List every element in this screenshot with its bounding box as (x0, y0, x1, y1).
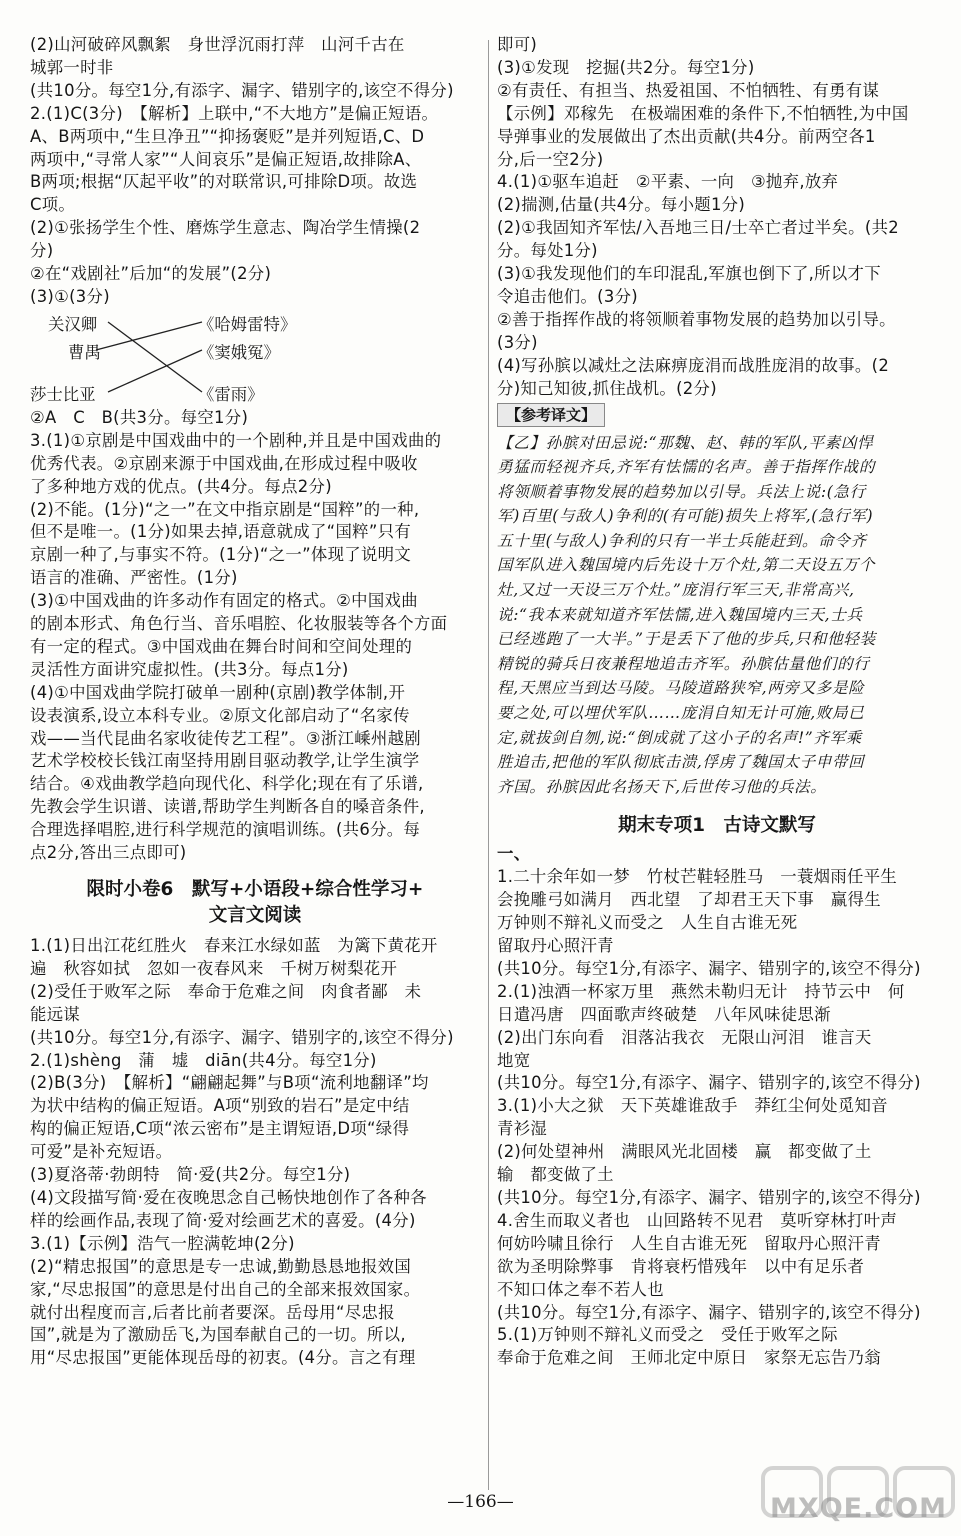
answer-line: 就付出程度而言,后者比前者要深。岳母用“尽忠报 (30, 1302, 395, 1322)
reference-translation-text (497, 431, 937, 800)
answer-line: 两项中,“寻常人家”“人间哀乐”是偏正短语,故排除A、 (30, 149, 422, 169)
answer-line: 灵活性方面讲究虚拟性。(共3分。每点1分) (30, 659, 349, 679)
answer-line: 4.(1)①驱车追赶 ②平素、一向 ③抛弃,放弃 (497, 172, 839, 192)
section-heading: 期末专项1 古诗文默写 (618, 815, 816, 837)
answer-line: 令追击他们。(3分) (497, 286, 638, 306)
translation-line: 【乙】孙膑对田忌说:“那魏、赵、韩的军队,平素凶悍 (497, 433, 874, 452)
answer-line: 可爱”是补充短语。 (30, 1142, 173, 1162)
answer-line: (共10分。每空1分,有添字、漏字、错别字的,该空不得分) (30, 1027, 454, 1047)
match-work: 《窦娥冤》 (198, 342, 280, 362)
poem-line: 留取丹心照汗青 (497, 936, 614, 956)
translation-line: 齐国。孙膑因此名扬天下,后世传习他的兵法。 (497, 777, 827, 796)
answer-line: (共10分。每空1分,有添字、漏字、错别字的,该空不得分) (30, 80, 454, 100)
answer-line: 城郭一时非 (30, 57, 114, 77)
answer-line: 有一定的程式。③中国戏曲在舞台时间和空间处理的 (30, 636, 413, 656)
answer-line: (2)山河破碎风飘絮 身世浮沉雨打萍 山河千古在 (30, 35, 405, 54)
poem-line: 不知口体之奉不若人也 (497, 1279, 664, 1299)
translation-line: 军)百里(与敌人)争利的(有可能)损失上将军,(急行军) (497, 507, 874, 526)
answer-line: (3)①发现 挖掘(共2分。每空1分) (497, 57, 755, 77)
right-column (497, 34, 937, 1370)
answer-line: 艺术学校校长钱江南坚持用剧目驱动教学,让学生演学 (30, 751, 420, 771)
answer-line: (3)①(3分) (30, 286, 110, 306)
answer-line: 合理选择唱腔,进行科学规范的演唱训练。(共6分。每 (30, 820, 421, 840)
poem-line: (共10分。每空1分,有添字、漏字、错别字的,该空不得分) (497, 958, 921, 978)
translation-line: 程,天黑应当到达马陵。马陵道路狭窄,两旁又多是险 (497, 679, 865, 698)
author-work-matching (30, 309, 480, 407)
answer-line: 但不是唯一。(1分)如果去掉,语意就成了“国粹”只有 (30, 522, 412, 542)
quiz-heading-line2: 文言文阅读 (208, 905, 302, 926)
answer-line: 国”,就是为了激励岳飞,为国奉献自己的一切。所以, (30, 1325, 406, 1345)
poem-line: (共10分。每空1分,有添字、漏字、错别字的,该空不得分) (497, 1073, 921, 1093)
poem-line: (2)何处望神州 满眼风光北固楼 赢 都变做了土 (497, 1142, 872, 1162)
poem-line: 2.(1)浊酒一杯家万里 燕然未勒归无计 持节云中 何 (497, 981, 905, 1001)
poem-line: 会挽雕弓如满月 西北望 了却君王天下事 赢得生 (497, 890, 881, 910)
answer-line: (2)①我固知齐军怯/入吾地三日/士卒亡者过半矣。(共2 (497, 218, 899, 238)
poem-line: 1.二十余年如一梦 竹杖芒鞋轻胜马 一蓑烟雨任平生 (497, 867, 898, 887)
answer-line: (4)写孙膑以减灶之法麻痹庞涓而战胜庞涓的故事。(2 (497, 355, 890, 375)
answer-line: 2.(1)shèng 蒲 墟 diān(共4分。每空1分) (30, 1050, 377, 1070)
poem-line: (共10分。每空1分,有添字、漏字、错别字的,该空不得分) (497, 1302, 921, 1322)
left-column (30, 34, 480, 1370)
answer-line: ②有责任、有担当、热爱祖国、不怕牺牲、有勇有谋 (497, 80, 880, 100)
answer-line: 导弹事业的发展做出了杰出贡献(共4分。前两空各1 (497, 126, 876, 146)
answer-line: 语言的准确、严密性。(1分) (30, 568, 238, 588)
answer-line: A、B两项中,“生旦净丑”“抑扬褒贬”是并列短语,C、D (30, 126, 425, 146)
answer-line: 即可) (497, 35, 538, 54)
answer-line: (2)不能。(1分)“之一”在文中指京剧是“国粹”的一种, (30, 499, 420, 519)
part-label: 一、 (497, 844, 531, 864)
translation-line: 国军队进入魏国境内后先设十万个灶,第二天设五万个 (497, 556, 876, 575)
answer-line: 分)知己知彼,抓住战机。(2分) (497, 378, 717, 398)
page-number: —166— (447, 1492, 514, 1512)
translation-line: 定,就拔剑自刎,说:“倒成就了这小子的名声!”齐军乘 (497, 728, 862, 747)
answer-line: 遍 秋容如拭 忽如一夜春风来 千树万树梨花开 (30, 958, 398, 978)
answer-line: B两项;根据“仄起平收”的对联常识,可排除D项。故选 (30, 172, 418, 192)
poem-line: 地宽 (497, 1050, 531, 1070)
answer-line: 分。每处1分) (497, 241, 598, 261)
answer-line: ②在“戏剧社”后加“的发展”(2分) (30, 264, 272, 284)
answer-line: (2)B(3分) 【解析】“翩翩起舞”与B项“流利地翻译”均 (30, 1073, 429, 1093)
answer-line: 戏——当代昆曲名家收徒传艺工程”。③浙江嵊州越剧 (30, 728, 421, 748)
answers-top-block (30, 34, 480, 309)
poem-line: (2)出门东向看 泪落沾我衣 无限山河泪 谁言天 (497, 1027, 872, 1047)
match-author: 莎士比亚 (30, 384, 96, 404)
answer-line: 能远谋 (30, 1004, 81, 1024)
answer-line: (4)文段描写简·爱在夜晚思念自己畅快地创作了各种各 (30, 1187, 427, 1207)
match-work: 《雷雨》 (198, 384, 264, 404)
poem-line: 何妨吟啸且徐行 人生自古谁无死 留取丹心照汗青 (497, 1233, 881, 1253)
answer-line: 京剧一种了,与事实不符。(1分)“之一”体现了说明文 (30, 545, 412, 565)
answer-line: (3)①中国戏曲的许多动作有固定的格式。②中国戏曲 (30, 591, 418, 611)
answer-line: 点2分,答出三点即可) (30, 843, 187, 863)
answer-line: 2.(1)C(3分) 【解析】上联中,“不大地方”是偏正短语。 (30, 103, 439, 123)
answer-line: 1.(1)日出江花红胜火 春来江水绿如蓝 为篱下黄花开 (30, 936, 438, 955)
quiz-heading: 限时小卷6 默写+小语段+综合性学习+ (86, 879, 424, 900)
answer-line: 优秀代表。②京剧来源于中国戏曲,在形成过程中吸收 (30, 453, 418, 473)
answer-line: 3.(1)【示例】浩气一腔满乾坤(2分) (30, 1233, 295, 1253)
answer-line: 的剧本形式、角色行当、音乐唱腔、化妆服装等各个方面 (30, 614, 448, 634)
translation-line: 五十里(与敌人)争利的只有一半士兵能赶到。命令齐 (497, 531, 867, 550)
answer-line: 结合。④戏曲教学趋向现代化、科学化;现在有了乐谱, (30, 774, 424, 794)
reference-translation-label: 【参考译文】 (497, 403, 605, 427)
answer-line: ②A C B(共3分。每空1分) (30, 407, 249, 427)
answer-line: 分) (30, 241, 54, 261)
answer-line: ②善于指挥作战的将领顺着事物发展的趋势加以引导。 (497, 309, 896, 329)
translation-line: 灶,又过一天设三万个灶。”庞涓行军三天,非常高兴, (497, 581, 855, 600)
answer-line: (2)揣测,估量(共4分。每小题1分) (497, 195, 746, 215)
poem-line: 欲为圣明除弊事 肯将衰朽惜残年 以中有足乐者 (497, 1256, 865, 1276)
poem-answers-block (497, 866, 937, 1370)
answer-line: (3)夏洛蒂·勃朗特 简·爱(共2分。每空1分) (30, 1165, 351, 1185)
translation-line: 精锐的骑兵日夜兼程地追击齐军。孙膑估量他们的行 (497, 654, 870, 673)
answer-line: 3.(1)①京剧是中国戏曲中的一个剧种,并且是中国戏曲的 (30, 430, 442, 450)
column-divider (488, 40, 489, 1490)
translation-line: 胜追击,把他的军队彻底击溃,俘虏了魏国太子申带回 (497, 753, 865, 772)
answer-line: 先教会学生识谱、读谱,帮助学生判断各自的嗓音条件, (30, 797, 425, 817)
answer-line: (3)①我发现他们的车印混乱,军旗也倒下了,所以才下 (497, 264, 881, 284)
poem-line: 奉命于危难之间 王师北定中原日 家祭无忘告乃翁 (497, 1348, 881, 1368)
answer-line: (4)①中国戏曲学院打破单一剧种(京剧)教学体制,开 (30, 682, 406, 702)
translation-line: 将领顺着事物发展的趋势加以引导。兵法上说:(急行 (497, 482, 866, 501)
answer-line: 构的偏正短语,C项“浓云密布”是主谓短语,D项“绿得 (30, 1119, 410, 1139)
answer-line: 样的绘画作品,表现了简·爱对绘画艺术的喜爱。(4分) (30, 1210, 416, 1230)
match-author: 关汉卿 (48, 314, 98, 334)
match-author: 曹禺 (68, 342, 101, 362)
watermark-text: MXQE.COM (770, 1493, 947, 1524)
poem-line: 3.(1)小大之狱 天下英雄谁敌手 莽红尘何处觅知音 (497, 1096, 888, 1116)
translation-line: 要之处,可以埋伏军队……庞涓自知无计可施,败局已 (497, 704, 865, 723)
translation-line: 说:“我本来就知道齐军怯懦,进入魏国境内三天,士兵 (497, 605, 863, 624)
answers-mid-block (30, 407, 480, 865)
poem-line: (共10分。每空1分,有添字、漏字、错别字的,该空不得分) (497, 1188, 921, 1207)
answer-line: (2)受任于败军之际 奉命于危难之间 肉食者鄙 未 (30, 981, 422, 1001)
poem-line: 日遣冯唐 四面歌声终破楚 八年风味徒思渐 (497, 1004, 831, 1024)
answer-line: 【示例】邓稼先 在极端困难的条件下,不怕牺牲,为中国 (497, 103, 909, 123)
answer-line: (2)①张扬学生个性、磨炼学生意志、陶冶学生情操(2 (30, 218, 421, 238)
translation-line: 勇猛而轻视齐兵,齐军有怯懦的名声。善于指挥作战的 (497, 458, 876, 477)
answer-line: C项。 (30, 195, 76, 215)
answer-line: 家,“尽忠报国”的意思是付出自己的全部来报效国家。 (30, 1279, 421, 1299)
answer-line: 分,后一空2分) (497, 149, 604, 169)
translation-line: 已经逃跑了一大半。”于是丢下了他的步兵,只和他轻装 (497, 630, 876, 649)
match-work: 《哈姆雷特》 (198, 314, 297, 334)
answers-continued-block (497, 34, 937, 401)
poem-line: 万钟则不辩礼义而受之 人生自古谁无死 (497, 913, 798, 933)
answer-line: (2)“精忠报国”的意思是专一忠诚,勤勤恳恳地报效国 (30, 1256, 412, 1276)
answer-line: (3分) (497, 332, 538, 352)
quiz-answers-block (30, 935, 480, 1370)
poem-line: 4.舍生而取义者也 山回路转不见君 莫听穿林打叶声 (497, 1210, 898, 1230)
poem-line: 5.(1)万钟则不辩礼义而受之 受任于败军之际 (497, 1325, 838, 1345)
answer-line: 了多种地方戏的优点。(共4分。每点2分) (30, 476, 332, 496)
answer-line: 为状中结构的偏正短语。A项“别致的岩石”是定中结 (30, 1096, 410, 1116)
poem-line: 青衫湿 (497, 1119, 548, 1139)
answer-line: 用“尽忠报国”更能体现岳母的初衷。(4分。言之有理 (30, 1348, 416, 1368)
poem-line: 输 都变做了土 (497, 1165, 614, 1185)
answer-line: 设表演系,设立本科专业。②原文化部启动了“名家传 (30, 705, 410, 725)
